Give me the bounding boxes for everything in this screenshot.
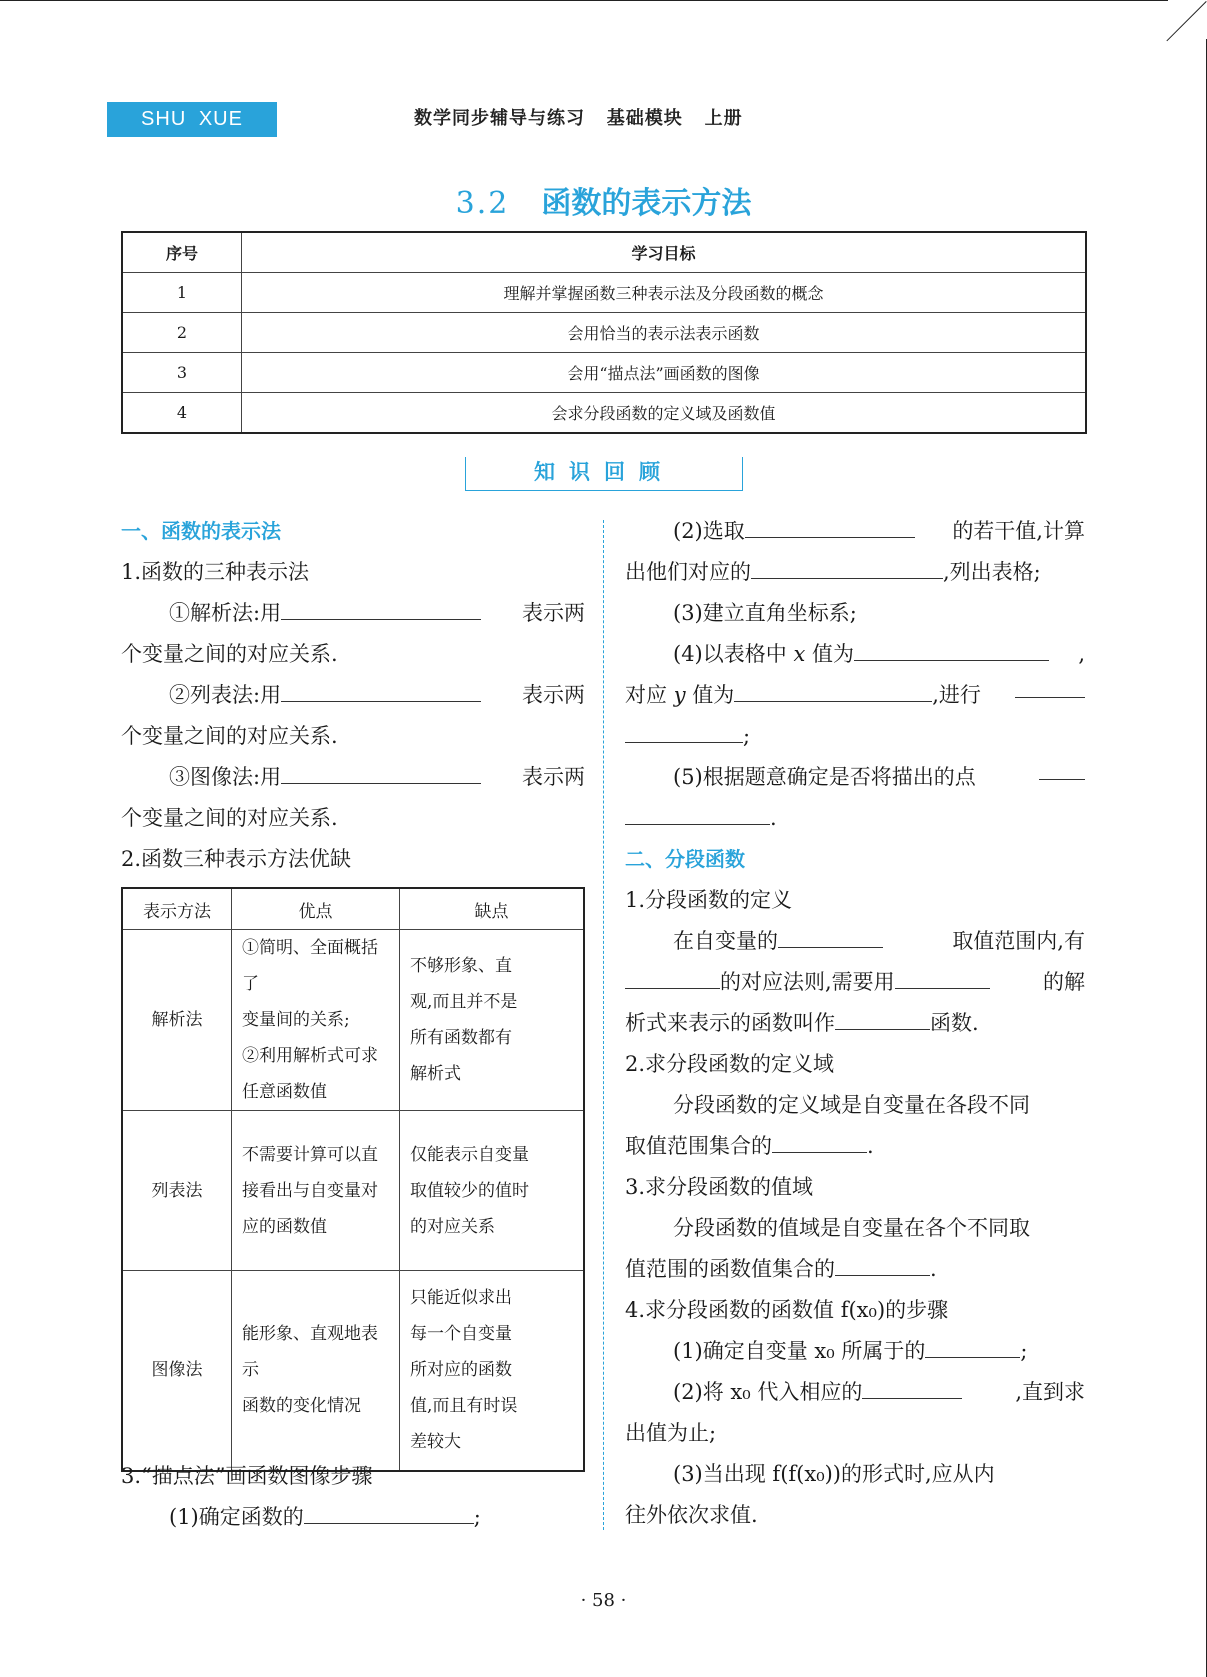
cell-line: 不需要计算可以直	[242, 1144, 378, 1165]
table-header-cell: 序号	[122, 232, 242, 273]
fv-step-1	[625, 1331, 1085, 1372]
cell-line: 任意函数值	[242, 1082, 327, 1102]
table-row	[122, 353, 1086, 393]
answer-blank[interactable]	[625, 802, 770, 825]
answer-blank[interactable]	[862, 1376, 962, 1399]
method-table	[121, 675, 585, 716]
table-header-cell: 表示方法	[122, 888, 232, 930]
table-cell: 1	[122, 273, 242, 313]
table-cell	[232, 1271, 400, 1471]
table-cell	[232, 1111, 400, 1271]
text: (2)选取	[673, 519, 745, 543]
cell-line: 只能近似求出	[410, 1288, 512, 1309]
table-header-row	[122, 888, 584, 930]
definition-line-3	[625, 1003, 1085, 1044]
text: (1)确定自变量 x₀ 所属于的	[673, 1339, 926, 1363]
left-column-bottom	[121, 1456, 585, 1538]
item-definition: 1.分段函数的定义	[625, 888, 793, 912]
step-5	[625, 757, 1085, 798]
cell-line: ②利用解析式可求	[242, 1046, 378, 1066]
banner-text: 知识回顾	[534, 460, 674, 484]
table-row	[122, 930, 584, 1111]
page-number: · 58 ·	[580, 1590, 627, 1611]
text: ,	[1078, 642, 1085, 666]
text: 值范围的函数值集合的	[625, 1257, 835, 1281]
answer-blank[interactable]	[751, 556, 943, 579]
text: 的对应法则,需要用	[720, 970, 895, 994]
heading-piecewise: 二、分段函数	[625, 847, 745, 871]
text: ②列表法:用	[169, 683, 282, 707]
text: .	[867, 1134, 874, 1158]
cell-line: 函数的变化情况	[242, 1396, 361, 1417]
text: 分段函数的定义域是自变量在各段不同	[673, 1093, 1030, 1117]
cell-line: 应的函数值	[242, 1216, 327, 1237]
table-cell: 会求分段函数的定义域及函数值	[242, 393, 1087, 434]
text: 值为	[811, 642, 854, 666]
text: .	[930, 1257, 937, 1281]
text: ;	[473, 1505, 481, 1529]
text: ①解析法:用	[169, 601, 282, 625]
text: 个变量之间的对应关系.	[121, 642, 338, 666]
fv-step-2	[625, 1372, 1085, 1413]
text: (2)将 x₀ 代入相应的	[673, 1380, 863, 1404]
text: 析式来表示的函数叫作	[625, 1011, 835, 1035]
learning-goals-table	[121, 231, 1087, 434]
cell-line: 仅能表示自变量	[410, 1144, 529, 1165]
heading-representation: 一、函数的表示法	[121, 519, 281, 543]
text: 取值范围内,有	[952, 929, 1085, 953]
text: 表示两	[522, 683, 585, 707]
text: 在自变量的	[673, 929, 778, 953]
text: ;	[743, 724, 751, 748]
table-cell: 4	[122, 393, 242, 434]
text: ,进行	[932, 683, 981, 707]
answer-blank[interactable]	[281, 679, 481, 702]
item-function-value: 4.求分段函数的函数值 f(x₀)的步骤	[625, 1298, 949, 1322]
answer-blank[interactable]	[281, 761, 481, 784]
table-header-cell: 优点	[232, 888, 400, 930]
answer-blank[interactable]	[1015, 675, 1085, 698]
cell-line: 变量间的关系;	[242, 1010, 350, 1030]
cell-line: 解析式	[410, 1064, 461, 1084]
answer-blank[interactable]	[734, 679, 932, 702]
text: 函数.	[930, 1011, 979, 1035]
answer-blank[interactable]	[895, 966, 990, 989]
text: 表示两	[522, 765, 585, 789]
text: 出值为止;	[625, 1421, 717, 1445]
definition-line-2	[625, 962, 1085, 1003]
text: 个变量之间的对应关系.	[121, 724, 338, 748]
step-4-end	[625, 716, 1085, 757]
answer-blank[interactable]	[835, 1253, 930, 1276]
method-graph	[121, 757, 585, 798]
cell-line: 能形象、直观地表示	[242, 1324, 378, 1381]
text: .	[770, 806, 777, 830]
step-1	[121, 1497, 585, 1538]
right-column	[625, 511, 1085, 1536]
cell-line: ①简明、全面概括了	[242, 938, 378, 994]
knowledge-review-banner	[465, 457, 743, 491]
text: ,直到求	[1015, 1380, 1085, 1404]
range-line-2	[625, 1249, 1085, 1290]
section-number: 3.2	[455, 186, 510, 221]
step-2-cont	[625, 552, 1085, 593]
step-4	[625, 634, 1085, 675]
item-domain: 2.求分段函数的定义域	[625, 1052, 835, 1076]
step-4-cont	[625, 675, 1085, 716]
step-2	[625, 511, 1085, 552]
item-plot-steps: 3.“描点法”画函数图像步骤	[121, 1464, 373, 1488]
table-cell: 理解并掌握函数三种表示法及分段函数的概念	[242, 273, 1087, 313]
comparison-table	[121, 887, 585, 1472]
text: 的解	[1043, 970, 1085, 994]
answer-blank[interactable]	[745, 515, 915, 538]
var-x: x	[793, 642, 806, 666]
text: 的若干值,计算	[952, 519, 1085, 543]
step-3: (3)建立直角坐标系;	[673, 601, 857, 625]
domain-line-2	[625, 1126, 1085, 1167]
step-5-end	[625, 798, 1085, 839]
cell-line: 不够形象、直	[410, 956, 512, 976]
method-analytic	[121, 593, 585, 634]
table-cell: 解析法	[122, 930, 232, 1111]
table-cell: 会用恰当的表示法表示函数	[242, 313, 1087, 353]
cell-line: 所有函数都有	[410, 1028, 512, 1048]
item-three-methods: 1.函数的三种表示法	[121, 560, 310, 584]
var-y: y	[673, 683, 686, 707]
text: 表示两	[522, 601, 585, 625]
text: (5)根据题意确定是否将描出的点	[673, 765, 976, 789]
table-header-row	[122, 232, 1086, 273]
cell-line: 差较大	[410, 1432, 461, 1453]
table-row	[122, 273, 1086, 313]
text: 取值范围集合的	[625, 1134, 772, 1158]
text: 对应	[625, 683, 667, 707]
cell-line: 接看出与自变量对	[242, 1180, 378, 1201]
table-cell	[400, 1111, 585, 1271]
answer-blank[interactable]	[625, 966, 720, 989]
text: 往外依次求值.	[625, 1503, 758, 1527]
text: 出他们对应的	[625, 560, 751, 584]
subject-badge: SHU XUE	[107, 102, 277, 137]
column-divider	[603, 520, 604, 1530]
cell-line: 取值较少的值时	[410, 1180, 529, 1201]
cell-line: 所对应的函数	[410, 1360, 512, 1381]
answer-blank[interactable]	[1039, 757, 1085, 780]
table-cell	[232, 930, 400, 1111]
answer-blank[interactable]	[854, 638, 1049, 661]
table-cell	[400, 1271, 585, 1471]
cell-line: 每一个自变量	[410, 1324, 512, 1345]
table-cell: 列表法	[122, 1111, 232, 1271]
table-cell: 会用“描点法”画函数的图像	[242, 353, 1087, 393]
table-header-cell: 学习目标	[242, 232, 1087, 273]
table-cell	[400, 930, 585, 1111]
text: 分段函数的值域是自变量在各个不同取	[673, 1216, 1030, 1240]
left-column	[121, 511, 585, 880]
cell-line: 观,而且并不是	[410, 992, 518, 1012]
text: (4)以表格中	[673, 642, 787, 666]
text: 个变量之间的对应关系.	[121, 806, 338, 830]
table-cell: 图像法	[122, 1271, 232, 1471]
table-row	[122, 393, 1086, 434]
section-name: 函数的表示方法	[541, 186, 752, 221]
text: (1)确定函数的	[169, 1505, 304, 1529]
text: 值为	[692, 683, 735, 707]
answer-blank[interactable]	[778, 925, 883, 948]
definition-line-1	[625, 921, 1085, 962]
table-header-cell: 缺点	[400, 888, 585, 930]
answer-blank[interactable]	[772, 1130, 867, 1153]
text: ;	[1020, 1339, 1028, 1363]
fv-step-3: (3)当出现 f(f(x₀))的形式时,应从内	[673, 1462, 995, 1486]
answer-blank[interactable]	[281, 597, 481, 620]
answer-blank[interactable]	[925, 1335, 1020, 1358]
text: ,列出表格;	[943, 560, 1041, 584]
table-cell: 2	[122, 313, 242, 353]
answer-blank[interactable]	[835, 1007, 930, 1030]
item-range: 3.求分段函数的值域	[625, 1175, 814, 1199]
table-row	[122, 313, 1086, 353]
table-row	[122, 1111, 584, 1271]
section-title	[0, 178, 1207, 222]
answer-blank[interactable]	[625, 720, 743, 743]
cell-line: 的对应关系	[410, 1216, 495, 1237]
book-title: 数学同步辅导与练习 基础模块 上册	[414, 108, 743, 129]
table-cell: 3	[122, 353, 242, 393]
text: ③图像法:用	[169, 765, 282, 789]
table-row	[122, 1271, 584, 1471]
answer-blank[interactable]	[304, 1501, 474, 1524]
cell-line: 值,而且有时误	[410, 1396, 518, 1417]
item-pros-cons: 2.函数三种表示方法优缺	[121, 847, 352, 871]
